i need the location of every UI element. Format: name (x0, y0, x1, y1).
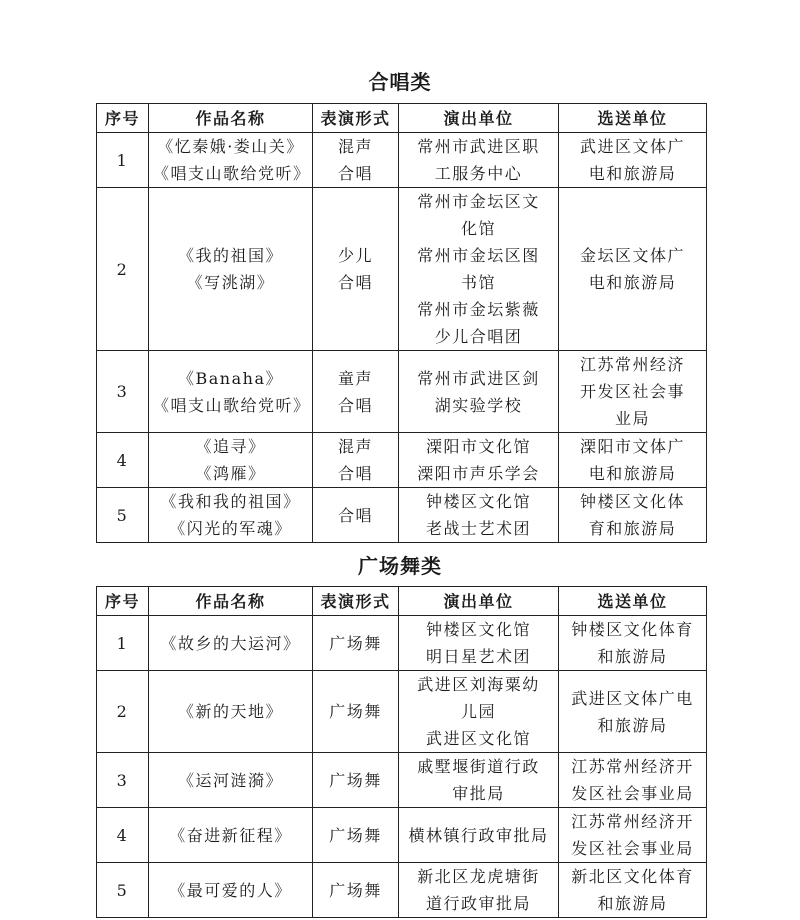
table-header-row (97, 587, 707, 616)
cell-no: 4 (97, 433, 149, 488)
cell-performance-form (313, 616, 399, 671)
cell-sender-line: 电和旅游局 (588, 464, 677, 483)
cell-no: 5 (97, 863, 149, 918)
cell-sender-line: 发区社会事业局 (571, 784, 694, 803)
table-row (97, 863, 707, 918)
cell-sender-line: 业局 (614, 409, 650, 428)
header-sender: 选送单位 (559, 104, 707, 133)
cell-no: 2 (97, 671, 149, 753)
cell-performer-line: 道行政审批局 (425, 894, 531, 913)
cell-work-title (149, 808, 313, 863)
cell-performance-form-line: 广场舞 (329, 825, 382, 845)
cell-sender-line: 和旅游局 (597, 894, 668, 913)
cell-performer (399, 808, 559, 863)
cell-performance-form-line: 广场舞 (329, 633, 382, 653)
cell-no: 1 (97, 616, 149, 671)
cell-performer-line: 横林镇行政审批局 (408, 825, 549, 845)
cell-sender-line: 溧阳市文体广 (579, 437, 685, 456)
cell-work-title-line: 《唱支山歌给党听》 (153, 164, 311, 183)
cell-sender (559, 753, 707, 808)
cell-performer-line: 常州市金坛区图 (417, 246, 540, 265)
cell-no: 1 (97, 133, 149, 188)
cell-performer-line: 书馆 (460, 273, 496, 292)
cell-sender-line: 和旅游局 (597, 715, 668, 735)
cell-work-title (149, 188, 313, 351)
cell-performance-form (313, 433, 399, 488)
cell-work-title-line: 《新的天地》 (177, 702, 283, 721)
cell-sender (559, 133, 707, 188)
cell-sender (559, 863, 707, 918)
cell-sender (559, 351, 707, 433)
cell-work-title-line: 《唱支山歌给党听》 (153, 395, 311, 415)
cell-performance-form (313, 351, 399, 433)
square-dance-table (96, 586, 707, 918)
cell-performer-line: 新北区龙虎塘街 (417, 867, 540, 886)
cell-performance-form-line: 合唱 (337, 273, 373, 292)
cell-sender-line: 发区社会事业局 (571, 839, 694, 858)
cell-performance-form-line: 广场舞 (329, 880, 382, 900)
cell-performer-line: 溧阳市文化馆 (425, 437, 531, 456)
section-title-choir: 合唱类 (368, 70, 432, 94)
cell-performer-line: 湖实验学校 (434, 395, 523, 415)
cell-sender-line: 钟楼区文化体 (579, 492, 685, 511)
header-performance-form: 表演形式 (313, 587, 399, 616)
cell-work-title (149, 433, 313, 488)
cell-sender-line: 育和旅游局 (588, 519, 677, 538)
cell-work-title-line: 《我的祖国》 (177, 246, 283, 265)
cell-sender (559, 671, 707, 753)
cell-performer (399, 433, 559, 488)
cell-performance-form-line: 少儿 (337, 246, 373, 265)
cell-sender-line: 和旅游局 (597, 647, 668, 666)
cell-performer-line: 工服务中心 (434, 164, 523, 183)
cell-work-title-line: 《写洮湖》 (186, 273, 275, 292)
header-work-title: 作品名称 (149, 587, 313, 616)
cell-performer-line: 常州市金坛紫薇 (417, 300, 540, 319)
cell-performer-line: 戚墅堰街道行政 (417, 757, 540, 776)
cell-performance-form-line: 广场舞 (329, 702, 382, 721)
header-no: 序号 (97, 104, 149, 133)
cell-performance-form-line: 混声 (337, 437, 373, 456)
table-row (97, 616, 707, 671)
cell-sender-line: 电和旅游局 (588, 273, 677, 292)
section-title-square-dance: 广场舞类 (358, 554, 442, 578)
header-performer: 演出单位 (399, 104, 559, 133)
cell-performance-form (313, 188, 399, 351)
header-work-title: 作品名称 (149, 104, 313, 133)
table-row (97, 433, 707, 488)
header-performer: 演出单位 (399, 587, 559, 616)
cell-performance-form-line: 合唱 (337, 464, 373, 483)
cell-work-title (149, 616, 313, 671)
cell-performance-form (313, 808, 399, 863)
cell-work-title-line: 《闪光的军魂》 (169, 519, 292, 538)
cell-work-title (149, 488, 313, 543)
header-sender: 选送单位 (559, 587, 707, 616)
table-row (97, 188, 707, 351)
cell-performance-form-line: 童声 (337, 368, 373, 388)
cell-no: 2 (97, 188, 149, 351)
cell-performance-form (313, 863, 399, 918)
choir-table (96, 103, 707, 543)
cell-performer-line: 武进区刘海粟幼 (417, 675, 540, 694)
cell-no: 5 (97, 488, 149, 543)
cell-work-title-line: 《故乡的大运河》 (160, 633, 301, 653)
cell-work-title-line: 《追寻》 (195, 437, 266, 456)
cell-sender-line: 新北区文化体育 (571, 867, 694, 886)
table-header-row (97, 104, 707, 133)
cell-work-title (149, 671, 313, 753)
cell-no: 3 (97, 351, 149, 433)
cell-performer (399, 188, 559, 351)
cell-performer-line: 化馆 (460, 219, 496, 238)
cell-sender-line: 钟楼区文化体育 (571, 620, 694, 639)
table-row (97, 671, 707, 753)
cell-work-title-line: 《奋进新征程》 (169, 825, 292, 845)
cell-performance-form-line: 广场舞 (329, 770, 382, 790)
cell-work-title (149, 133, 313, 188)
cell-sender-line: 江苏常州经济开 (571, 757, 694, 776)
cell-work-title-line: 《我和我的祖国》 (160, 492, 301, 511)
cell-sender-line: 江苏常州经济开 (571, 812, 694, 831)
cell-work-title-line: 《鸿雁》 (195, 464, 266, 483)
table-row (97, 488, 707, 543)
cell-sender-line: 金坛区文体广 (579, 246, 685, 265)
cell-performance-form (313, 671, 399, 753)
cell-work-title-line: 《忆秦娥·娄山关》 (157, 137, 304, 156)
cell-sender-line: 武进区文体广电 (571, 688, 694, 708)
cell-performance-form (313, 488, 399, 543)
cell-performance-form-line: 合唱 (337, 505, 373, 525)
cell-performer-line: 儿园 (460, 702, 496, 721)
cell-sender-line: 电和旅游局 (588, 164, 677, 183)
cell-performer-line: 审批局 (452, 784, 505, 803)
cell-sender (559, 433, 707, 488)
cell-performer-line: 溧阳市声乐学会 (417, 464, 540, 483)
cell-no: 3 (97, 753, 149, 808)
cell-performance-form-line: 合唱 (337, 395, 373, 415)
table-row (97, 753, 707, 808)
header-performance-form: 表演形式 (313, 104, 399, 133)
table-row (97, 351, 707, 433)
cell-sender-line: 开发区社会事 (579, 382, 685, 401)
cell-work-title (149, 351, 313, 433)
cell-performer-line: 常州市武进区职 (417, 137, 540, 156)
cell-work-title-line: 《Banaha》 (178, 368, 283, 388)
cell-performance-form (313, 753, 399, 808)
cell-performer (399, 671, 559, 753)
cell-performer-line: 常州市武进区剑 (417, 368, 540, 388)
cell-work-title (149, 753, 313, 808)
table-row (97, 808, 707, 863)
cell-performer (399, 488, 559, 543)
cell-performer-line: 明日星艺术团 (425, 647, 531, 666)
table-row (97, 133, 707, 188)
cell-no: 4 (97, 808, 149, 863)
cell-performance-form-line: 合唱 (337, 164, 373, 183)
cell-performer (399, 133, 559, 188)
cell-performer-line: 老战士艺术团 (425, 519, 531, 538)
cell-work-title-line: 《最可爱的人》 (169, 880, 292, 900)
cell-sender (559, 188, 707, 351)
header-no: 序号 (97, 587, 149, 616)
cell-performer (399, 351, 559, 433)
cell-sender-line: 江苏常州经济 (579, 355, 685, 374)
cell-performer-line: 常州市金坛区文 (417, 192, 540, 211)
cell-performer-line: 钟楼区文化馆 (425, 620, 531, 639)
cell-sender (559, 616, 707, 671)
cell-work-title-line: 《运河涟漪》 (177, 770, 283, 790)
cell-sender-line: 武进区文体广 (579, 137, 685, 156)
cell-performer (399, 753, 559, 808)
cell-performer (399, 616, 559, 671)
cell-performer-line: 少儿合唱团 (434, 327, 523, 346)
cell-performer (399, 863, 559, 918)
cell-performer-line: 武进区文化馆 (425, 729, 531, 748)
cell-performer-line: 钟楼区文化馆 (425, 492, 531, 511)
cell-sender (559, 808, 707, 863)
cell-performance-form (313, 133, 399, 188)
cell-performance-form-line: 混声 (337, 137, 373, 156)
cell-work-title (149, 863, 313, 918)
cell-sender (559, 488, 707, 543)
